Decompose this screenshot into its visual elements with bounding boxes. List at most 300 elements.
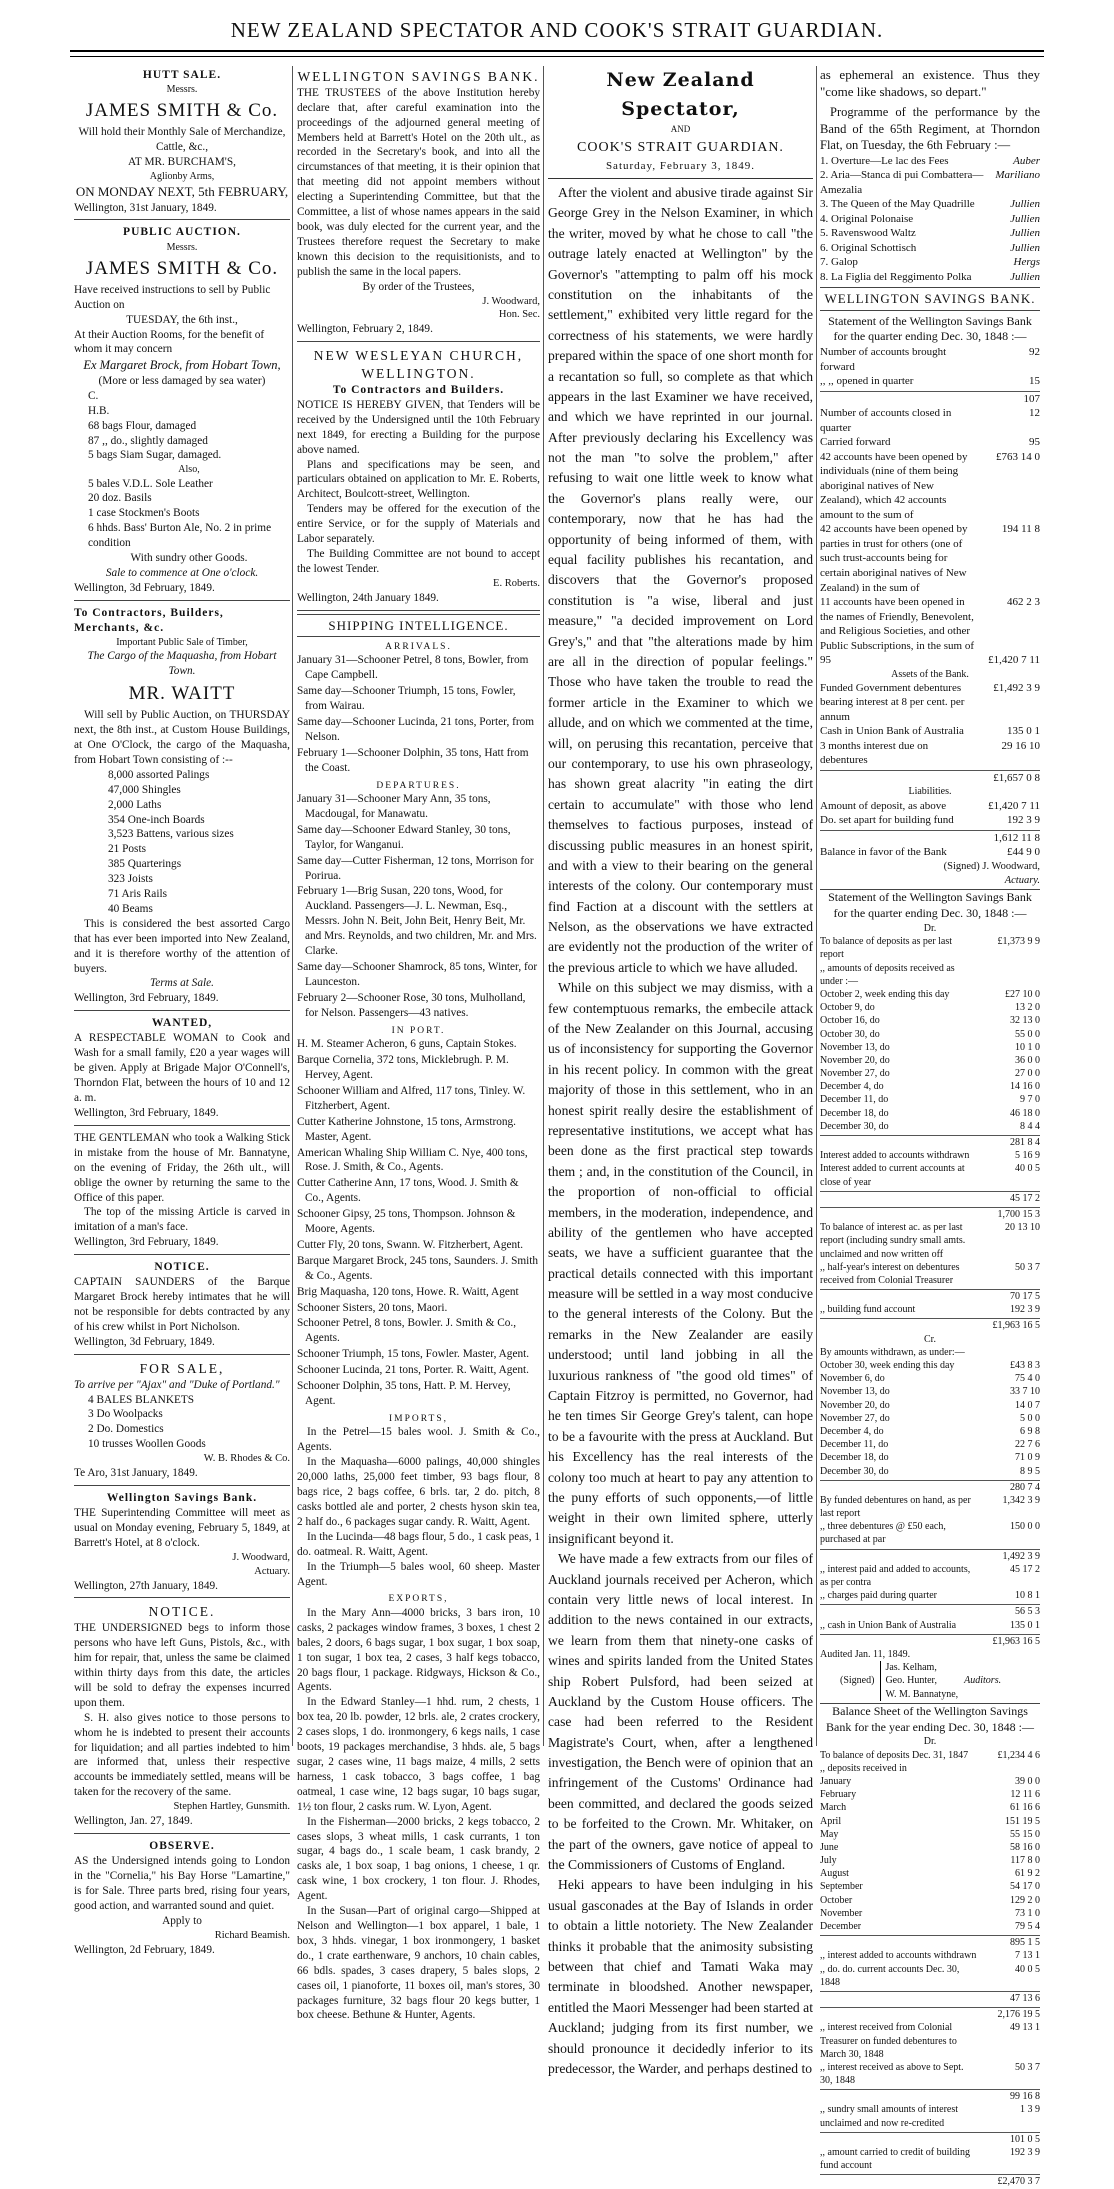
ledger-label: ,, cash in Union Bank of Australia <box>820 1619 957 1631</box>
ad-date: Wellington, 3rd February, 1849. <box>74 992 219 1005</box>
ledger-label: By funded debentures on hand, as per last report <box>820 1494 971 1520</box>
list-item: 4 BALES BLANKETS <box>88 1393 195 1406</box>
ledger-amount: £1,234 4 6 <box>997 1749 1040 1761</box>
auditor-name: Jas. Kelham, <box>885 1662 937 1674</box>
shipping-entry: Same day—Cutter Fisherman, 12 tons, Morrison for Porirua. <box>297 854 534 882</box>
ledger-amount: 895 1 5 <box>1010 1937 1040 1949</box>
ledger-label <box>820 1936 978 1949</box>
programme-item: 4. Original Polonaise Jullien <box>820 212 1040 225</box>
ledger-label <box>820 831 978 846</box>
ledger-row <box>820 595 1040 653</box>
ledger-row <box>820 1949 1040 1962</box>
assets-heading: Assets of the Bank. <box>891 668 969 680</box>
ledger-label: December 18, do <box>820 1107 889 1119</box>
shipping-entry: Schooner Triumph, 15 tons, Fowler. Master, Agent. <box>297 1348 530 1361</box>
ad-body: AS the Undersigned intends going to London in the "Cornelia," his Bay Horse "Lamartine," is for Sale. Three parts bred, rising four years, good action, and warranted sound and quiet. <box>74 1855 290 1912</box>
ad-body: THE GENTLEMAN who took a Walking Stick in mistake from the house of Mr. Bannatyne, on the evening of Friday, the 26th ult., will oblige the owner by returning the same to the Office of this paper. <box>74 1131 290 1204</box>
ledger-row <box>820 1935 1040 1949</box>
ledger-row <box>820 2174 1040 2188</box>
ad-date: Wellington, 2d February, 1849. <box>74 1943 215 1956</box>
ad-signature: Stephen Hartley, Gunsmith. <box>173 1801 290 1813</box>
debit-table <box>820 935 1040 1332</box>
editorial-continuation: as ephemeral an existence. Thus they "come like shadows, so depart." <box>820 67 1040 100</box>
ledger-row <box>820 770 1040 786</box>
ad-date: Wellington, 3rd February, 1849. <box>74 1236 219 1249</box>
ledger-label <box>820 2133 978 2146</box>
list-item: H.B. <box>88 404 110 417</box>
shipping-entry: January 31—Schooner Mary Ann, 35 tons, Macdougal, for Manawatu. <box>297 793 491 820</box>
ledger-label: June <box>820 1841 839 1853</box>
ad-text: To arrive per "Ajax" and "Duke of Portland." <box>74 1378 280 1391</box>
column-2 <box>297 66 540 2022</box>
ledger-amount: 10 8 1 <box>1015 1590 1040 1602</box>
ledger-row <box>820 522 1040 595</box>
ad-body: CAPTAIN SAUNDERS of the Barque Margaret Brock hereby intimates that he will not be responsible for debts contracted by any of his crew whilst in Port Nicholson. <box>74 1276 290 1334</box>
auditor-name: W. M. Bannatyne, <box>885 1688 959 1700</box>
ledger-label: ,, interest received as above to Sept. 30, 1848 <box>820 2061 964 2087</box>
ad-signature: Hon. Sec. <box>498 309 540 321</box>
ledger-amount: 27 0 0 <box>1015 1068 1040 1080</box>
ledger-label: April <box>820 1815 842 1827</box>
ad-heading: Wellington Savings Bank. <box>106 1491 258 1504</box>
ledger-label: Amount of deposit, as above <box>820 799 947 812</box>
ledger-amount: £44 9 0 <box>1007 846 1040 859</box>
ledger-label: Balance in favor of the Bank <box>820 846 947 859</box>
ledger-label <box>820 392 978 407</box>
ledger-row <box>820 1963 1040 1989</box>
ledger-label: ,, ,, opened in quarter <box>820 375 914 388</box>
shipping-entry: Barque Margaret Brock, 245 tons, Saunders. J. Smith & Co., Agents. <box>297 1254 539 1282</box>
list-item: With sundry other Goods. <box>130 552 248 565</box>
ledger-row <box>820 1604 1040 1618</box>
ledger-row <box>820 1880 1040 1893</box>
ledger-row <box>820 799 1040 814</box>
ledger-amount: 54 17 0 <box>1010 1881 1040 1893</box>
ad-text: TUESDAY, the 6th inst., <box>126 313 238 326</box>
ledger-label <box>820 1319 978 1332</box>
auctioneer-name: MR. WAITT <box>128 683 236 705</box>
ledger-row <box>820 1854 1040 1867</box>
ledger-amount: 117 8 0 <box>1010 1855 1040 1867</box>
ledger-amount: 95 <box>1029 436 1040 449</box>
shipping-entry: February 1—Schooner Dolphin, 35 tons, Hatt from the Coast. <box>297 746 529 774</box>
ad-heading: HUTT SALE. <box>142 69 222 81</box>
ledger-amount: 1,700 15 3 <box>997 1208 1040 1220</box>
ledger-amount: 45 17 2 <box>1010 1192 1040 1204</box>
shipping-entry: Same day—Schooner Lucinda, 21 tons, Porter, from Nelson. <box>297 715 535 743</box>
auditors-label: Auditors. <box>964 1675 1002 1687</box>
ad-text: Terms at Sale. <box>150 977 214 990</box>
ad-text: AT MR. BURCHAM'S, <box>128 156 236 169</box>
ledger-row <box>820 2132 1040 2146</box>
ledger-label: October 2, week ending this day <box>820 988 950 1000</box>
statement-heading: Statement of the Wellington Savings Bank for the quarter ending Dec. 30, 1848 :— <box>828 313 1032 344</box>
ledger-label: July <box>820 1855 837 1867</box>
ledger-label: December 11, do <box>820 1094 889 1106</box>
ledger-amount: £1,963 16 5 <box>992 1320 1040 1332</box>
ledger-amount: 192 3 9 <box>1007 814 1040 827</box>
ledger-row <box>820 1014 1040 1027</box>
ledger-amount: 45 17 2 <box>1010 1563 1040 1575</box>
credit-heading: Cr. <box>924 1333 936 1345</box>
ledger-row <box>820 2146 1040 2172</box>
ledger-amount: 5 0 0 <box>1020 1412 1040 1424</box>
ad-date: Wellington, 3rd February, 1849. <box>74 1107 219 1119</box>
firm-name: JAMES SMITH & Co. <box>85 100 279 122</box>
ledger-row <box>820 1372 1040 1385</box>
ledger-label: December 30, do <box>820 1465 889 1477</box>
balance-sheet-heading: Balance Sheet of the Wellington Savings Bank for the year ending Dec. 30, 1848 :— <box>820 1703 1040 1736</box>
ledger-label: 42 accounts have been opened by individuals (nine of them being aboriginal natives of New Zealand), which 42 accounts amount to the sum of <box>820 450 968 521</box>
item-list <box>74 1393 290 1453</box>
column-divider <box>816 66 817 1746</box>
ledger-amount: 462 2 3 <box>1007 596 1040 609</box>
ledger-amount: 92 <box>1029 346 1040 359</box>
list-item: 1 case Stockmen's Boots <box>88 507 200 520</box>
ad-text: Apply to <box>162 1914 202 1927</box>
ledger-row <box>820 1634 1040 1648</box>
ledger-label: ,, half-year's interest on debentures received from Colonial Treasurer <box>820 1261 960 1286</box>
list-item: 6 hhds. Bass' Burton Ale, No. 2 in prime condition <box>88 522 272 550</box>
ledger-row <box>820 1451 1040 1464</box>
ledger-label: November 13, do <box>820 1386 890 1398</box>
ledger-row <box>820 1425 1040 1438</box>
ledger-label: To balance of deposits as per last report <box>820 936 953 961</box>
ledger-row <box>820 1207 1040 1221</box>
ad-date: Wellington, 27th January, 1849. <box>74 1579 218 1592</box>
ledger-amount: 40 0 5 <box>1015 1163 1040 1175</box>
ledger-label: 42 accounts have been opened by parties in trust for others (one of such trust-accounts being for certain aboriginal natives of New Zealand) in the sum of <box>820 523 968 594</box>
ad-text: Messrs. <box>166 84 198 96</box>
ledger-row <box>820 1162 1040 1188</box>
ad-date: Wellington, February 2, 1849. <box>297 323 433 336</box>
ledger-row <box>820 1438 1040 1451</box>
ledger-row <box>820 681 1040 725</box>
ad-date: Wellington, 24th January 1849. <box>297 591 439 604</box>
ad-heading: PUBLIC AUCTION. <box>123 226 241 239</box>
ledger-label: Cash in Union Bank of Australia <box>820 725 964 738</box>
ledger-amount: 71 0 9 <box>1015 1452 1040 1464</box>
ledger-amount <box>978 1346 1040 1359</box>
ledger-row <box>820 1041 1040 1054</box>
shipping-entry: Schooner Sisters, 20 tons, Maori. <box>297 1301 448 1314</box>
section-heading: SHIPPING INTELLIGENCE. <box>297 614 540 637</box>
ledger-row <box>820 1801 1040 1814</box>
firm-name: JAMES SMITH & Co. <box>85 257 279 279</box>
ledger-amount: £43 8 3 <box>1010 1360 1040 1372</box>
ledger-amount: £1,963 16 5 <box>992 1635 1040 1647</box>
list-item: 40 Beams <box>108 902 153 915</box>
ledger-label: ,, charges paid during quarter <box>820 1590 937 1602</box>
ad-heading: WELLINGTON. <box>361 365 476 381</box>
shipping-entry: In the Triumph—5 bales wool, 60 sheep. Master Agent. <box>297 1560 540 1588</box>
ledger-row <box>820 1867 1040 1880</box>
ledger-label: Interest added to current accounts at close of year <box>820 1163 965 1188</box>
ledger-label <box>820 1481 978 1494</box>
ad-heading: NOTICE. <box>154 1261 210 1274</box>
ledger-amount: £27 10 0 <box>1005 988 1040 1000</box>
subsection-heading: ARRIVALS. <box>385 641 452 652</box>
shipping-entry: Barque Cornelia, 372 tons, Micklebrugh. P. M. Hervey, Agent. <box>297 1054 509 1081</box>
ledger-amount: 6 9 8 <box>1020 1425 1040 1437</box>
ledger-amount <box>978 1762 1040 1775</box>
ledger-label <box>820 2175 978 2188</box>
ad-heading: NEW WESLEYAN CHURCH, <box>313 348 524 364</box>
ledger-label: February <box>820 1789 857 1801</box>
shipping-entry: Cutter Catherine Ann, 17 tons, Wood. J. Smith & Co., Agents. <box>297 1177 519 1205</box>
list-item: 87 ,, do., slightly damaged <box>88 434 208 447</box>
ledger-amount: 192 3 9 <box>1010 1304 1040 1316</box>
ad-signature: J. Woodward, <box>482 295 540 307</box>
auditors-list <box>880 1661 958 1701</box>
subsection-heading: DEPARTURES. <box>376 780 461 791</box>
ledger-label: March <box>820 1802 847 1814</box>
ad-text: Ex Margaret Brock, from Hobart Town, <box>83 358 281 373</box>
ad-body: The top of the missing Article is carved in imitation of a man's face. <box>74 1206 290 1234</box>
ledger-label: October <box>820 1894 853 1906</box>
shipping-entry: Same day—Schooner Triumph, 15 tons, Fowler, from Wairau. <box>297 685 516 712</box>
shipping-entry: In the Maquasha—6000 palings, 40,000 shingles 20,000 laths, 25,000 feet timber, 93 bags flour, 8 bags rice, 2 bags coffee, 6 brls. tar, 2 do. pitch, 8 casks bottled ale and porter, 2 chests hyson skin tea, 2 half do., 6 packages sugar candy. R. Waitt, Agent. <box>297 1456 540 1528</box>
column-3-editorial <box>548 66 813 2076</box>
ad-body: Tenders may be offered for the execution of the entire Service, or for the supply of Materials and Labor separately. <box>297 503 540 546</box>
ledger-amount: 1,612 11 8 <box>993 831 1040 844</box>
ledger-amount: 1,492 3 9 <box>1002 1550 1040 1562</box>
accounts-table <box>820 345 1040 450</box>
list-item: 71 Aris Rails <box>108 888 167 901</box>
ledger-row <box>820 1385 1040 1398</box>
ledger-row <box>820 1991 1040 2005</box>
ledger-amount: 194 11 8 <box>1001 523 1040 536</box>
ledger-amount: 36 0 0 <box>1015 1054 1040 1066</box>
shipping-entry: Same day—Schooner Edward Stanley, 30 tons, Taylor, for Wanganui. <box>297 823 511 851</box>
ad-body: THE UNDERSIGNED begs to inform those persons who have left Guns, Pistols, &c., with him for repair, that, unless the same be claimed within thirty days from this date, the articles will be sold to defray the expenses incurred upon them. <box>74 1622 290 1709</box>
list-item: 21 Posts <box>108 843 146 856</box>
ledger-row <box>820 845 1040 860</box>
ledger-row <box>820 374 1040 389</box>
ledger-label: December 4, do <box>820 1081 884 1093</box>
ledger-label: ,, do. do. current accounts Dec. 30, 1848 <box>820 1963 960 1988</box>
list-item: 10 trusses Woollen Goods <box>88 1438 206 1451</box>
ledger-amount: 151 19 5 <box>1005 1815 1040 1827</box>
ad-signature: E. Roberts. <box>493 577 540 589</box>
ledger-amount: 14 0 7 <box>1015 1399 1040 1411</box>
ledger-amount: 79 5 4 <box>1015 1921 1040 1932</box>
shipping-entry: January 31—Schooner Petrel, 8 tons, Bowler, from Cape Campbell. <box>297 654 529 682</box>
ledger-amount: 135 0 1 <box>1007 725 1040 738</box>
ledger-amount: 50 3 7 <box>1015 1261 1040 1273</box>
for-sale-ad <box>74 1358 290 1486</box>
ledger-amount: 129 2 0 <box>1010 1894 1040 1906</box>
ledger-row <box>820 1080 1040 1093</box>
shipping-entry: Schooner Gipsy, 25 tons, Thompson. Johnson & Moore, Agents. <box>297 1208 516 1236</box>
ledger-amount: 22 7 6 <box>1015 1439 1040 1451</box>
list-item: 323 Joists <box>108 873 153 886</box>
ad-body: THE TRUSTEES of the above Institution hereby declare that, after careful examination into the proceedings of the adjourned general meeting of Members held at Barrett's Hotel on the 20th ult., as recorded in the Secretary's book, and into all the circumstances of that meeting, it is their opinion that that meeting did not appoint members without electing a Superintending Committee, but that the Committee, a list of whose names appears in the said book, was duly elected for the current year, and the Trustees therefore request the Secretary to make known this decision to the requisitionists, and to publish the same in the local papers. <box>297 86 540 278</box>
editorial-paragraph: Heki appears to have been indulging in his usual gasconades at the Bay of Islands in order to obtain a little notoriety. The New Zealander thinks it probable that the animosity subsisting between that chief and Tamati Waka may terminate in bloodshed. Another newspaper, entitled the Maori Messenger had been started at Auckland; judging from its first number, we should pronounce it decidedly inferior to its predecessor, the Warder, and perhaps destined to <box>548 1877 813 2076</box>
ledger-row <box>820 1399 1040 1412</box>
ledger-label: August <box>820 1868 849 1880</box>
ledger-amount: 8 9 5 <box>1020 1465 1040 1477</box>
ad-body: S. H. also gives notice to those persons to whom he is indebted to present their accounts for liquidation; and all parties indebted to him are informed that, unless their respective accounts be immediately settled, means will be taken for the recovery of the same. <box>74 1711 290 1799</box>
item-list <box>74 389 290 566</box>
ledger-row <box>820 1920 1040 1933</box>
ledger-row <box>820 406 1040 435</box>
ledger-amount: £1,492 3 9 <box>993 681 1040 694</box>
ledger-label: ,, amount carried to credit of building fund account <box>820 2147 970 2172</box>
ledger-amount: 32 13 0 <box>1010 1015 1040 1027</box>
trustees-notice-ad <box>297 66 540 342</box>
ledger-amount: 46 18 0 <box>1010 1107 1040 1119</box>
ledger-row <box>820 1749 1040 1762</box>
ledger-amount: 55 0 0 <box>1015 1028 1040 1040</box>
editorial-paragraph: We have made a few extracts from our files of Auckland journals received per Acheron, which contain very little news of local interest. In addition to the news contained in our extracts, we learn from them that ninety-one casks of wines and spirits landed from the United States ship Robert Pulsford, had been seized at Auckland by the Custom House officers. The case had been referred to the Resident Magistrate's Court, when, after a lengthened investigation, the Bench were of opinion that an infringement of the Customs' Ordinance had been committed, and declared the goods seized to be forfeited to the Crown. Mr. Whitaker, on the part of the owners, gave notice of appeal to the Commissioners of Customs of England. <box>548 1551 813 1873</box>
shipping-intelligence <box>297 614 540 2024</box>
hutt-sale-ad <box>74 66 290 220</box>
shipping-entry: February 2—Schooner Rose, 30 tons, Mulholland, for Nelson. Passengers—43 natives. <box>297 991 526 1019</box>
issue-date: Saturday, February 3, 1849. <box>548 158 813 180</box>
ledger-row <box>820 345 1040 374</box>
shipping-entry: In the Fisherman—2000 bricks, 2 kegs tobacco, 2 cases slops, 3 wheat mills, 1 cask currants, 1 ton sugar, 4 bags do., 1 scale beam, 1 cask brandy, 2 casks ale, 1 box soap, 1 bag onions, 1 cheese, 1 qr. cask wine, 1 box crockery, 1 ton flour. J. Rhodes, Agent. <box>297 1815 540 1903</box>
list-item: 2 Do. Domestics <box>88 1423 164 1436</box>
section-heading: WELLINGTON SAVINGS BANK. <box>820 287 1040 310</box>
ledger-label: May <box>820 1828 839 1840</box>
ledger-amount: 135 0 1 <box>1010 1619 1040 1631</box>
ledger-amount: 99 16 8 <box>1010 2091 1040 2103</box>
notice-ad <box>74 1258 290 1355</box>
ledger-label: 95 <box>820 654 831 667</box>
wesleyan-church-ad <box>297 345 540 610</box>
ledger-label: ,, interest added to accounts withdrawn <box>820 1950 977 1962</box>
ledger-amount: 39 0 0 <box>1015 1775 1040 1787</box>
ledger-row <box>820 830 1040 846</box>
list-item: C. <box>88 389 99 402</box>
ledger-row <box>820 1494 1040 1520</box>
ad-body: This is considered the best assorted Cargo that has ever been imported into New Zealand, and it is therefore worthy of the attention of buyers. <box>74 917 290 975</box>
list-item: 354 One-inch Boards <box>108 813 205 826</box>
ledger-label: To balance of deposits Dec. 31, 1847 <box>820 1749 969 1761</box>
ad-text: Sale to commence at One o'clock. <box>105 566 259 579</box>
ledger-row <box>820 1289 1040 1303</box>
signature-title: Actuary. <box>1004 874 1040 886</box>
ledger-label: November 27, do <box>820 1412 890 1424</box>
ledger-label: ,, interest received from Colonial Treasurer on funded debentures to March 30, 1848 <box>820 2022 957 2060</box>
ledger-label: ,, building fund account <box>820 1304 916 1316</box>
list-item: 47,000 Shingles <box>108 783 181 796</box>
ledger-amount: 40 0 5 <box>1015 1963 1040 1975</box>
ledger-label: November <box>820 1907 863 1919</box>
ad-heading: WANTED, <box>151 1017 213 1030</box>
ledger-row <box>820 1815 1040 1828</box>
programme-item: 8. La Figlia del Reggimento Polka Jullien <box>820 270 1040 283</box>
programme-item: 2. Aria—Stanca di pui Combattera— Amezalia Mariliano <box>820 169 1040 196</box>
ad-text: At their Auction Rooms, for the benefit of whom it may concern <box>74 328 265 356</box>
ledger-row <box>820 1107 1040 1120</box>
shipping-entry: Schooner William and Alfred, 117 tons, Tinley. W. Fitzherbert, Agent. <box>297 1084 526 1112</box>
shipping-entry: February 1—Brig Susan, 220 tons, Wood, for Auckland. Passengers—J. L. Newman, Esq., Messrs. John N. Beit, John Beit, Henry Beit, Mr. and Mrs. Reynolds, and two children, Mr. and Mrs. Clarke. <box>297 885 537 958</box>
ledger-row <box>820 813 1040 828</box>
ledger-label <box>820 1192 978 1205</box>
ledger-amount: 7 13 1 <box>1015 1950 1040 1962</box>
list-item: 20 doz. Basils <box>88 492 152 505</box>
ledger-label: December 30, do <box>820 1120 889 1132</box>
signature: (Signed) J. Woodward, <box>943 860 1040 872</box>
ledger-label <box>820 1208 978 1221</box>
ledger-amount: £1,657 0 8 <box>993 771 1040 784</box>
ledger-amount: £1,373 9 9 <box>997 936 1040 948</box>
ledger-amount: £1,420 7 11 <box>988 654 1040 667</box>
programme-item: 5. Ravenswood Waltz Jullien <box>820 227 1040 240</box>
ad-signature: Richard Beamish. <box>214 1929 290 1941</box>
ledger-amount: 33 7 10 <box>1010 1386 1040 1398</box>
ledger-row <box>820 1067 1040 1080</box>
ledger-label <box>820 1550 978 1563</box>
ledger-row <box>820 1841 1040 1854</box>
ledger-label: By amounts withdrawn, as under:— <box>820 1346 965 1358</box>
subsection-heading: IMPORTS, <box>389 1413 448 1424</box>
ad-subheading: To Contractors and Builders. <box>332 383 505 396</box>
ledger-amount: 12 11 6 <box>1010 1789 1040 1801</box>
ledger-amount: 101 0 5 <box>1010 2133 1040 2145</box>
ledger-row <box>820 1261 1040 1287</box>
column-4 <box>820 66 1040 2188</box>
ledger-label: November 13, do <box>820 1041 890 1053</box>
ledger-label: September <box>820 1881 863 1893</box>
ledger-row <box>820 1318 1040 1332</box>
item-list <box>74 768 290 917</box>
ad-heading: OBSERVE. <box>149 1839 215 1852</box>
ad-signature: Actuary. <box>254 1565 290 1577</box>
ledger-amount <box>978 962 1040 988</box>
ledger-row <box>820 1465 1040 1478</box>
shipping-entry: Brig Maquasha, 120 tons, Howe. R. Waitt, Agent <box>297 1285 519 1298</box>
ledger-label: October 16, do <box>820 1015 880 1027</box>
ad-text: By order of the Trustees, <box>362 280 475 293</box>
ledger-row <box>820 1135 1040 1149</box>
list-item: 68 bags Flour, damaged <box>88 419 197 432</box>
shipping-entry: Schooner Lucinda, 21 tons, Porter. R. Waitt, Agent. <box>297 1364 530 1377</box>
ledger-amount: 12 <box>1029 407 1040 420</box>
shipping-entry: In the Edward Stanley—1 hhd. rum, 2 chests, 1 box tea, 20 lb. powder, 12 brls. ale, 2 crates crockery, 2 cases slops, 1 do. ironmongery, 6 kegs nails, 1 case boots, 19 packages merchandise, 3 hhds. ale, 5 bags sugar, 2 cases wine, 11 bags maize, 4 mills, 2 setts harness, 1 cask tobacco, 3 bags coffee, 1 bag oatmeal, 1 case wine, 12 bags sugar, 10 bags sugar, 1½ ton flour, 2 casks rum. W. Lyon, Agent. <box>297 1696 540 1813</box>
list-item: Also, <box>178 464 200 476</box>
ledger-amount: 2,176 19 5 <box>997 2009 1040 2021</box>
shipping-entry: Schooner Petrel, 8 tons, Bowler. J. Smith & Co., Agents. <box>297 1317 517 1345</box>
ledger-label: November 20, do <box>820 1054 890 1066</box>
ledger-row <box>820 2007 1040 2021</box>
ledger-row <box>820 2089 1040 2103</box>
ledger-label <box>820 2090 978 2103</box>
ledger-row <box>820 1563 1040 1589</box>
ad-heading: NOTICE. <box>148 1604 216 1620</box>
subsection-heading: IN PORT. <box>391 1025 446 1036</box>
ledger-label <box>820 2008 978 2021</box>
ad-signature: J. Woodward, <box>232 1551 290 1563</box>
ledger-amount: 56 5 3 <box>1015 1606 1040 1618</box>
ledger-row <box>820 1303 1040 1316</box>
ledger-row <box>820 988 1040 1001</box>
ledger-label: ,, interest paid and added to accounts, as per contra <box>820 1563 971 1589</box>
ledger-label: October 30, do <box>820 1028 880 1040</box>
ledger-row <box>820 1054 1040 1067</box>
ad-text: (More or less damaged by sea water) <box>98 374 266 387</box>
programme-item: 1. Overture—Le lac des Fees Auber <box>820 154 1040 167</box>
ledger-label: October 30, week ending this day <box>820 1360 955 1372</box>
public-auction-ad <box>74 223 290 600</box>
auditors-signed: (Signed) <box>840 1675 875 1687</box>
ad-heading: FOR SALE, <box>139 1360 225 1376</box>
liabilities-heading: Liabilities. <box>908 786 952 798</box>
ledger-row <box>820 1894 1040 1907</box>
ad-date: Te Aro, 31st January, 1849. <box>74 1467 198 1480</box>
